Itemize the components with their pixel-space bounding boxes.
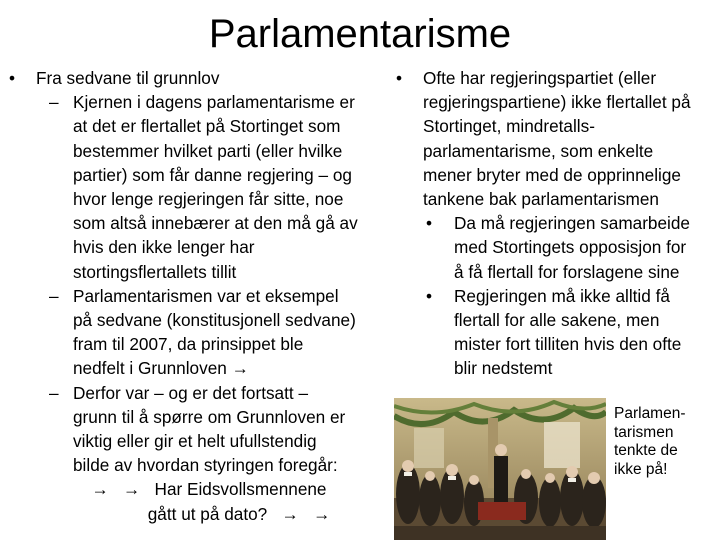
line: som altså innebærer at den må gå av bbox=[73, 213, 358, 234]
line: på sedvane (konstitusjonell sedvane) bbox=[73, 310, 356, 331]
line: mister fort tilliten hvis den ofte bbox=[454, 334, 682, 355]
line: hvor lenge regjeringen får sitte, noe bbox=[73, 189, 344, 210]
left-sub-bullet-3 bbox=[9, 381, 389, 478]
painting-illustration bbox=[394, 398, 606, 540]
line: blir nedstemt bbox=[454, 358, 553, 379]
line: Regjeringen må ikke alltid få bbox=[454, 285, 670, 306]
line: nedfelt i Grunnloven bbox=[73, 358, 227, 379]
line: partier) som får danne regjering – og bbox=[73, 164, 352, 185]
line: bilde av hvordan styringen foregår: bbox=[73, 455, 338, 476]
dash-icon: – bbox=[49, 92, 59, 113]
right-column bbox=[396, 66, 718, 381]
line: Derfor var – og er det fortsatt – bbox=[73, 382, 309, 403]
dash-icon: – bbox=[49, 382, 59, 403]
line: flertall for alle sakene, men bbox=[454, 310, 660, 331]
painting-caption bbox=[614, 405, 718, 479]
right-sub-bullet-2 bbox=[396, 284, 718, 381]
line: parlamentarisme, som enkelte bbox=[423, 140, 654, 161]
question-line-2: gått ut på dato? → → bbox=[9, 502, 389, 526]
arrow-right-icon: → bbox=[281, 503, 299, 524]
line: med Stortingets opposisjon for bbox=[454, 237, 687, 258]
right-bullet-1 bbox=[396, 66, 718, 211]
line: Stortinget, mindretalls- bbox=[423, 116, 595, 137]
eidsvoll-painting bbox=[394, 398, 606, 540]
line: bestemmer hvilket parti (eller hvilke bbox=[73, 140, 343, 161]
line: hvis den ikke lenger har bbox=[73, 237, 255, 258]
caption-line: ikke på! bbox=[614, 460, 668, 478]
left-bullet-1: • Fra sedvane til grunnlov bbox=[9, 66, 389, 90]
bullet-icon: • bbox=[396, 68, 403, 88]
line: mener bryter med de opprinnelige bbox=[423, 164, 681, 185]
caption-line: Parlamen- bbox=[614, 405, 686, 422]
line: å få flertall for forslagene sine bbox=[454, 261, 680, 282]
slide-title: Parlamentarisme bbox=[208, 12, 512, 56]
arrow-right-icon: → bbox=[123, 479, 141, 500]
line: viktig eller gir et helt ufullstendig bbox=[73, 431, 317, 452]
bullet-icon: • bbox=[426, 213, 433, 234]
line: Ofte har regjeringspartiet (eller bbox=[423, 68, 657, 88]
right-sub-bullet-1 bbox=[396, 211, 718, 284]
bullet-icon: • bbox=[9, 68, 16, 88]
bullet-icon: • bbox=[426, 285, 433, 306]
line: grunn til å spørre om Grunnloven er bbox=[73, 406, 346, 427]
arrow-right-icon: → bbox=[91, 479, 109, 500]
line: Parlamentarismen var et eksempel bbox=[73, 285, 339, 306]
line: fram til 2007, da prinsippet ble bbox=[73, 334, 304, 355]
line: stortingsflertallets tillit bbox=[73, 261, 237, 282]
arrow-right-icon: → bbox=[313, 503, 331, 524]
left-sub-bullet-1 bbox=[9, 90, 389, 284]
line: at det er flertallet på Stortinget som bbox=[73, 116, 341, 137]
left-column bbox=[9, 66, 389, 526]
caption-line: tenkte de bbox=[614, 442, 678, 459]
caption-line: tarismen bbox=[614, 423, 674, 441]
line: tankene bak parlamentarismen bbox=[423, 189, 659, 210]
dash-icon: – bbox=[49, 285, 59, 306]
line: Da må regjeringen samarbeide bbox=[454, 213, 690, 234]
arrow-right-icon: → bbox=[231, 358, 249, 379]
left-sub-bullet-2 bbox=[9, 284, 389, 381]
line: Kjernen i dagens parlamentarisme er bbox=[73, 92, 355, 113]
question-line-1: → → Har Eidsvollsmennene bbox=[9, 477, 389, 501]
line: regjeringspartiene) ikke flertallet på bbox=[423, 92, 691, 113]
